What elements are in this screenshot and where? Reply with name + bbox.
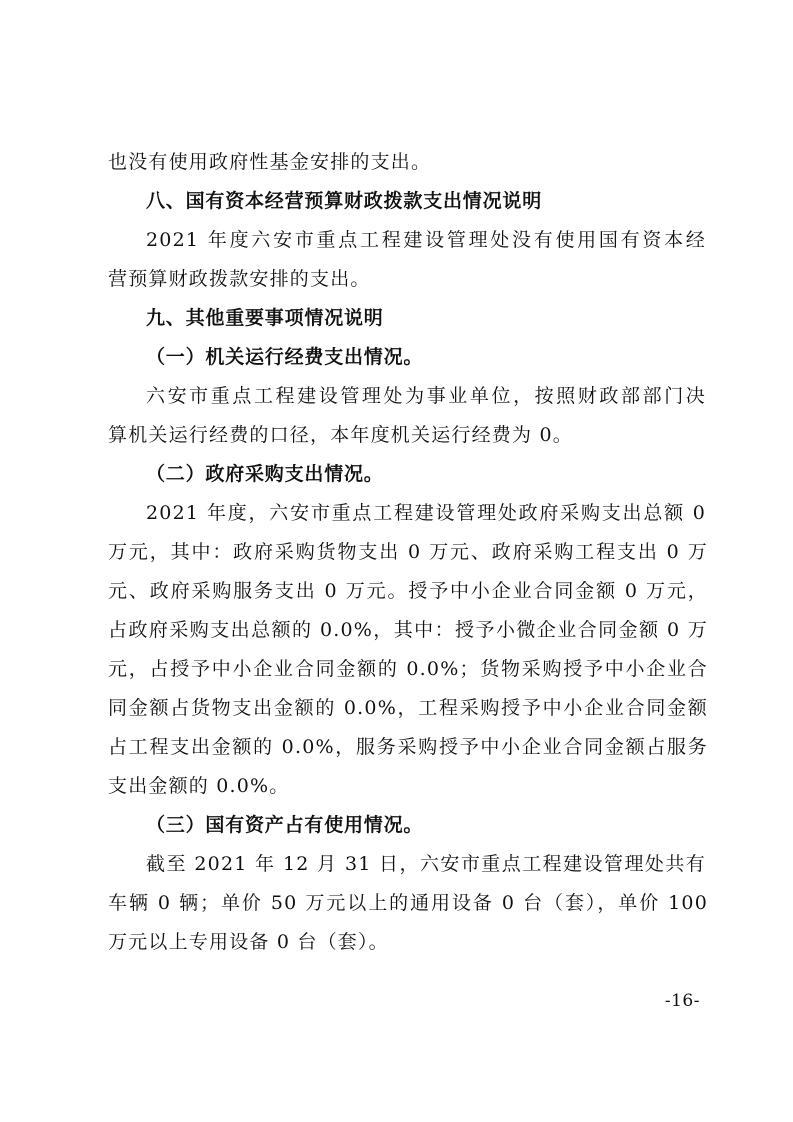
section-heading-nine: 九、其他重要事项情况说明 [146,307,384,329]
body-text-line: 元、政府采购服务支出 0 万元。授予中小企业合同金额 0 万元， [108,580,708,602]
body-text-line: 六安市重点工程建设管理处为事业单位，按照财政部部门决 [146,385,706,407]
body-text-line: 截至 2021 年 12 月 31 日，六安市重点工程建设管理处共有 [146,853,706,875]
subsection-heading-three: （三）国有资产占有使用情况。 [146,814,424,836]
body-text-line: 也没有使用政府性基金安排的支出。 [108,151,432,173]
body-text-line: 占政府采购支出总额的 0.0%，其中：授予小微企业合同金额 0 万 [108,619,708,641]
body-text-line: 支出金额的 0.0%。 [108,775,290,797]
body-text-line: 车辆 0 辆；单价 50 万元以上的通用设备 0 台（套），单价 100 [108,892,708,914]
body-text-line: 营预算财政拨款安排的支出。 [108,268,371,290]
section-heading-eight: 八、国有资本经营预算财政拨款支出情况说明 [146,190,543,212]
body-text-line: 万元以上专用设备 0 台（套）。 [108,931,389,953]
subsection-heading-two: （二）政府采购支出情况。 [146,463,384,485]
body-text-line: 同金额占货物支出金额的 0.0%，工程采购授予中小企业合同金额 [108,697,708,719]
body-text-line: 万元，其中：政府采购货物支出 0 万元、政府采购工程支出 0 万 [108,541,708,563]
subsection-heading-one: （一）机关运行经费支出情况。 [146,346,424,368]
body-text-line: 算机关运行经费的口径，本年度机关运行经费为 0。 [108,424,573,446]
body-text-line: 元，占授予中小企业合同金额的 0.0%；货物采购授予中小企业合 [108,658,708,680]
body-text-line: 占工程支出金额的 0.0%，服务采购授予中小企业合同金额占服务 [108,736,708,758]
page-number: -16- [664,991,700,1011]
body-text-line: 2021 年度六安市重点工程建设管理处没有使用国有资本经 [146,229,706,251]
body-text-line: 2021 年度，六安市重点工程建设管理处政府采购支出总额 0 [146,502,706,524]
